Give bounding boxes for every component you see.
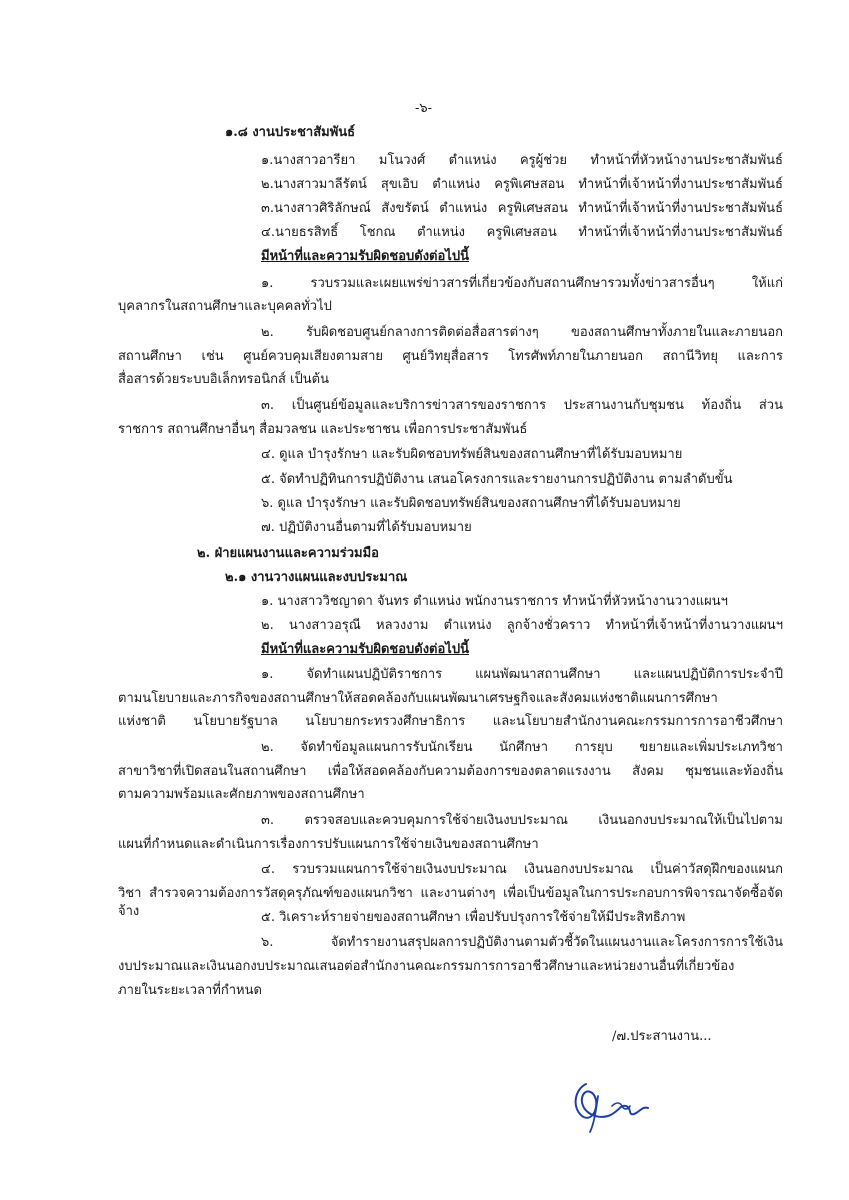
duty-1-line-3: แห่งชาติ นโยบายรัฐบาล นโยบายกระทรวงศึกษาธิการ และนโยบายสำนักงานคณะกรรมการการอาชีวศึกษา [118,714,783,729]
signature-mark [568,1076,652,1134]
continuation-note: /๗.ประสานงาน... [612,1029,712,1044]
page-number: -๖- [415,101,433,116]
duty-1-line-1: ๑. จัดทำแผนปฏิบัติราชการ แผนพัฒนาสถานศึกษา และแผนปฏิบัติการประจำปี [261,667,783,682]
duty-3-line-1: ๓. เป็นศูนย์ข้อมูลและบริการข่าวสารของราชการ ประสานงานกับชุมชน ท้องถิ่น ส่วน [261,398,783,413]
duty-3-line-2: แผนที่กำหนดและดำเนินการเรื่องการปรับแผนการใช้จ่ายเงินของสถานศึกษา [118,837,539,852]
duty-2-line-1: ๒. รับผิดชอบศูนย์กลางการติดต่อสื่อสารต่างๆ ของสถานศึกษาทั้งภายในและภายนอก [261,325,783,340]
duty-4-line-2: วิชา สำรวจความต้องการวัสดุครุภัณฑ์ของแผนกวิชา และงานต่างๆ เพื่อเป็นข้อมูลในการประกอบการพิจารณาจัดซื้อจัดจ้าง [118,886,783,919]
duty-3-line-1: ๓. ตรวจสอบและควบคุมการใช้จ่ายเงินงบประมาณ เงินนอกงบประมาณให้เป็นไปตาม [261,813,783,828]
duty-4-line-1: ๔. รวบรวมแผนการใช้จ่ายเงินงบประมาณ เงินนอกงบประมาณ เป็นค่าวัสดุฝึกของแผนก [261,862,783,877]
duty-1-line-2: บุคลากรในสถานศึกษาและบุคคลทั่วไป [118,299,332,314]
duty-6-line-1: ๖. จัดทำรายงานสรุปผลการปฏิบัติงานตามตัวชี้วัดในแผนงานและโครงการการใช้เงิน [261,935,783,950]
section-heading-public-relations: ๑.๘ งานประชาสัมพันธ์ [225,125,356,140]
duty-6-line-3: ภายในระยะเวลาที่กำหนด [118,983,262,998]
duty-6-line-2: งบประมาณและเงินนอกงบประมาณเสนอต่อสำนักงานคณะกรรมการการอาชีวศึกษาและหน่วยงานอื่นที่เกี่ยวข้อง [118,959,735,974]
staff-line-1: ๑. นางสาววิชญาดา จันทร ตำแหน่ง พนักงานราชการ ทำหน้าที่หัวหน้างานวางแผนฯ [261,594,728,609]
duty-1-line-1: ๑. รวบรวมและเผยแพร่ข่าวสารที่เกี่ยวข้องกับสถานศึกษารวมทั้งข่าวสารอื่นๆ ให้แก่ [261,276,783,291]
duty-1-line-2: ตามนโยบายและภารกิจของสถานศึกษาให้สอดคล้องกับแผนพัฒนาเศรษฐกิจและสังคมแห่งชาติแผนการศึกษา [118,691,718,706]
staff-line-1: ๑.นางสาวอารียา มโนวงศ์ ตำแหน่ง ครูผู้ช่วย ทำหน้าที่หัวหน้างานประชาสัมพันธ์ [261,153,783,168]
duty-2-line-3: สื่อสารด้วยระบบอิเล็กทรอนิกส์ เป็นต้น [118,372,329,387]
duty-2-line-3: ตามความพร้อมและศักยภาพของสถานศึกษา [118,787,365,802]
subsection-heading-budget: ๒.๑ งานวางแผนและงบประมาณ [225,570,408,585]
duty-3-line-2: ราชการ สถานศึกษาอื่นๆ สื่อมวลชน และประชาชน เพื่อการประชาสัมพันธ์ [118,422,528,437]
duty-5: ๕. จัดทำปฏิทินการปฏิบัติงาน เสนอโครงการและรายงานการปฏิบัติงาน ตามลำดับขั้น [261,472,733,487]
duty-6: ๖. ดูแล บำรุงรักษา และรับผิดชอบทรัพย์สินของสถานศึกษาที่ได้รับมอบหมาย [261,496,681,511]
duty-2-line-1: ๒. จัดทำข้อมูลแผนการรับนักเรียน นักศึกษา การยุบ ขยายและเพิ่มประเภทวิชา [261,740,783,755]
staff-line-4: ๔.นายธรสิทธิ์ โชกณ ตำแหน่ง ครูพิเศษสอน ทำหน้าที่เจ้าหน้าที่งานประชาสัมพันธ์ [261,225,783,240]
duties-title: มีหน้าที่และความรับผิดชอบดังต่อไปนี้ [261,249,469,264]
staff-line-2: ๒.นางสาวมาลีรัตน์ สุขเอิบ ตำแหน่ง ครูพิเศษสอน ทำหน้าที่เจ้าหน้าที่งานประชาสัมพันธ์ [261,177,783,192]
duty-5: ๕. วิเคราะห์รายจ่ายของสถานศึกษา เพื่อปรับปรุงการใช้จ่ายให้มีประสิทธิภาพ [261,910,686,925]
duty-4: ๔. ดูแล บำรุงรักษา และรับผิดชอบทรัพย์สินของสถานศึกษาที่ได้รับมอบหมาย [261,447,683,462]
duties-title: มีหน้าที่และความรับผิดชอบดังต่อไปนี้ [261,642,469,657]
staff-line-3: ๓.นางสาวศิริลักษณ์ สังขรัตน์ ตำแหน่ง ครูพิเศษสอน ทำหน้าที่เจ้าหน้าที่งานประชาสัมพันธ์ [261,201,783,216]
duty-7: ๗. ปฏิบัติงานอื่นตามที่ได้รับมอบหมาย [261,520,472,535]
duty-2-line-2: สถานศึกษา เช่น ศูนย์ควบคุมเสียงตามสาย ศูนย์วิทยุสื่อสาร โทรศัพท์ภายในภายนอก สถานีวิทยุ และการ [118,349,783,364]
staff-line-2: ๒. นางสาวอรุณี หลวงงาม ตำแหน่ง ลูกจ้างชั่วคราว ทำหน้าที่เจ้าหน้าที่งานวางแผนฯ [261,618,783,633]
duty-2-line-2: สาขาวิชาที่เปิดสอนในสถานศึกษา เพื่อให้สอดคล้องกับความต้องการของตลาดแรงงาน สังคม ชุมชนและท้องถิ่น [118,764,783,779]
section-heading-planning: ๒. ฝ่ายแผนงานและความร่วมมือ [197,546,379,561]
